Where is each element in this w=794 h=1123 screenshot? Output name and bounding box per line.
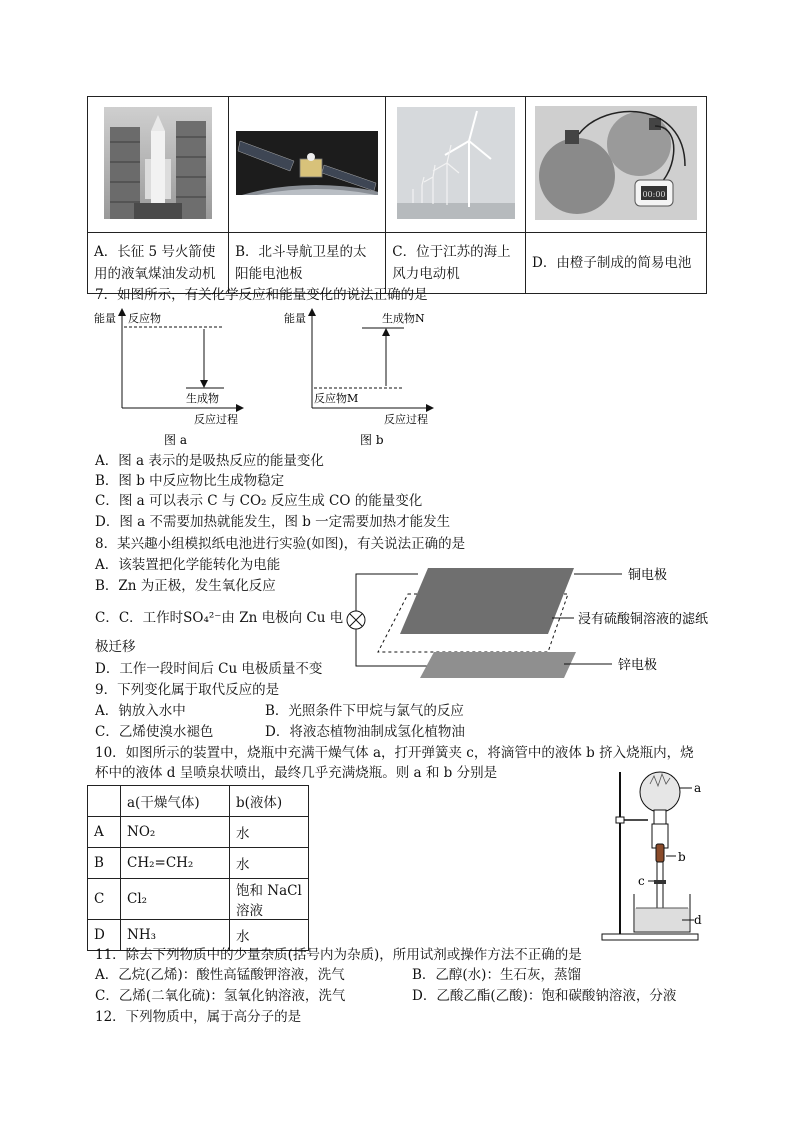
q11-option-c: C．乙烯(二氧化硫)：氢氧化钠溶液，洗气 [95, 988, 346, 1004]
fig-a-x-label: 反应过程 [194, 413, 238, 426]
label-a: a [694, 781, 702, 795]
q10-stem-line-2: 杯中的液体 d 呈喷泉状喷出，最终几乎充满烧瓶。则 a 和 b 分别是 [95, 765, 498, 781]
orange-battery-photo [535, 106, 697, 220]
fig-b-reactant: 反应物M [314, 392, 359, 405]
table-cell: D [88, 920, 121, 951]
table-header-row [88, 786, 309, 817]
q10-stem-line-1: 10．如图所示的装置中，烧瓶中充满干燥气体 a，打开弹簧夹 c，将滴管中的液体 b 挤入烧瓶内，烧 [95, 745, 694, 761]
figure-a [94, 310, 242, 447]
q6-table [87, 96, 707, 294]
table-row [88, 879, 309, 920]
clock-display: 00:00 [642, 189, 666, 199]
table-row [88, 817, 309, 848]
q8-paper-battery-diagram [338, 560, 718, 684]
paper-label: 浸有硫酸铜溶液的滤纸 [578, 612, 709, 627]
table-cell: CH₂=CH₂ [121, 848, 230, 879]
q11-stem: 11．除去下列物质中的少量杂质(括号内为杂质)，所用试剂或操作方法不正确的是 [95, 947, 582, 963]
q10-fountain-apparatus [600, 770, 710, 942]
q11-option-d: D．乙酸乙酯(乙酸)：饱和碳酸钠溶液，分液 [412, 988, 677, 1004]
q7-energy-diagrams [90, 306, 450, 452]
fig-a-caption: 图 a [164, 433, 187, 447]
label-c: c [638, 874, 645, 888]
q6-caption-d: D．由橙子制成的简易电池 [526, 233, 707, 294]
zinc-electrode [420, 652, 576, 678]
fig-b-y-label: 能量 [284, 312, 306, 325]
table-header-cell [88, 786, 121, 817]
q7-option-d: D．图 a 不需要加热就能发生，图 b 一定需要加热才能发生 [95, 514, 451, 530]
q9-option-d: D．将液态植物油制成氢化植物油 [265, 724, 465, 740]
table-cell: A [88, 817, 121, 848]
q9-option-a: A．钠放入水中 [95, 703, 186, 719]
q9-stem: 9．下列变化属于取代反应的是 [95, 682, 280, 698]
copper-electrode [400, 568, 574, 634]
q6-image-cell-b [229, 97, 386, 233]
table-cell: Cl₂ [121, 879, 230, 920]
q7-stem: 7．如图所示，有关化学反应和能量变化的说法正确的是 [95, 287, 428, 303]
q8-option-c-cont: 极迁移 [95, 639, 136, 655]
label-b: b [678, 850, 686, 864]
spring-clamp-icon [654, 880, 666, 884]
table-header-cell: a(干燥气体) [121, 786, 230, 817]
table-cell: 水 [230, 920, 309, 951]
q7-option-c: C．图 a 可以表示 C 与 CO₂ 反应生成 CO 的能量变化 [95, 493, 423, 509]
label-d: d [694, 913, 702, 927]
q8-option-c: C．C．工作时SO₄²⁻由 Zn 电极向 Cu 电 [95, 610, 344, 626]
dropper-icon [656, 844, 664, 862]
q7-option-b: B．图 b 中反应物比生成物稳定 [95, 473, 285, 489]
figure-b [284, 310, 432, 447]
table-header-cell: b(液体) [230, 786, 309, 817]
zinc-label: 锌电极 [618, 658, 658, 673]
q6-image-cell-d [526, 97, 707, 233]
fig-a-reactant: 反应物 [128, 312, 161, 325]
fig-b-x-label: 反应过程 [384, 413, 428, 426]
q11-option-a: A．乙烷(乙烯)：酸性高锰酸钾溶液，洗气 [95, 967, 345, 983]
q12-stem: 12．下列物质中，属于高分子的是 [95, 1009, 302, 1025]
q8-option-a: A．该装置把化学能转化为电能 [95, 557, 281, 573]
table-cell: C [88, 879, 121, 920]
q6-caption-a: A．长征 5 号火箭使用的液氧煤油发动机 [88, 233, 229, 294]
fig-a-y-label: 能量 [94, 312, 116, 325]
q11-option-b: B．乙醇(水)：生石灰，蒸馏 [412, 967, 581, 983]
satellite-photo [236, 131, 378, 195]
q6-image-cell-c [386, 97, 526, 233]
q10-table [87, 785, 309, 951]
rocket-photo [104, 107, 212, 219]
q8-option-d: D．工作一段时间后 Cu 电极质量不变 [95, 661, 323, 677]
q6-caption-b: B．北斗导航卫星的太阳能电池板 [229, 233, 386, 294]
q6-caption-c: C．位于江苏的海上风力电动机 [386, 233, 526, 294]
q8-option-b: B．Zn 为正极，发生氧化反应 [95, 578, 276, 594]
table-cell: 饱和 NaCl 溶液 [230, 879, 309, 920]
table-cell: NO₂ [121, 817, 230, 848]
q7-option-a: A．图 a 表示的是吸热反应的能量变化 [95, 453, 324, 469]
q9-option-c: C．乙烯使溴水褪色 [95, 724, 214, 740]
wind-turbine-photo [397, 107, 515, 219]
table-cell: 水 [230, 848, 309, 879]
fig-b-product: 生成物N [382, 312, 425, 325]
fig-b-caption: 图 b [360, 433, 384, 447]
q9-option-b: B．光照条件下甲烷与氯气的反应 [265, 703, 464, 719]
table-cell: 水 [230, 817, 309, 848]
table-cell: B [88, 848, 121, 879]
table-cell: NH₃ [121, 920, 230, 951]
q8-stem: 8．某兴趣小组模拟纸电池进行实验(如图)，有关说法正确的是 [95, 536, 466, 552]
copper-label: 铜电极 [628, 568, 668, 583]
q6-image-cell-a [88, 97, 229, 233]
table-row [88, 848, 309, 879]
fig-a-product: 生成物 [186, 392, 219, 405]
